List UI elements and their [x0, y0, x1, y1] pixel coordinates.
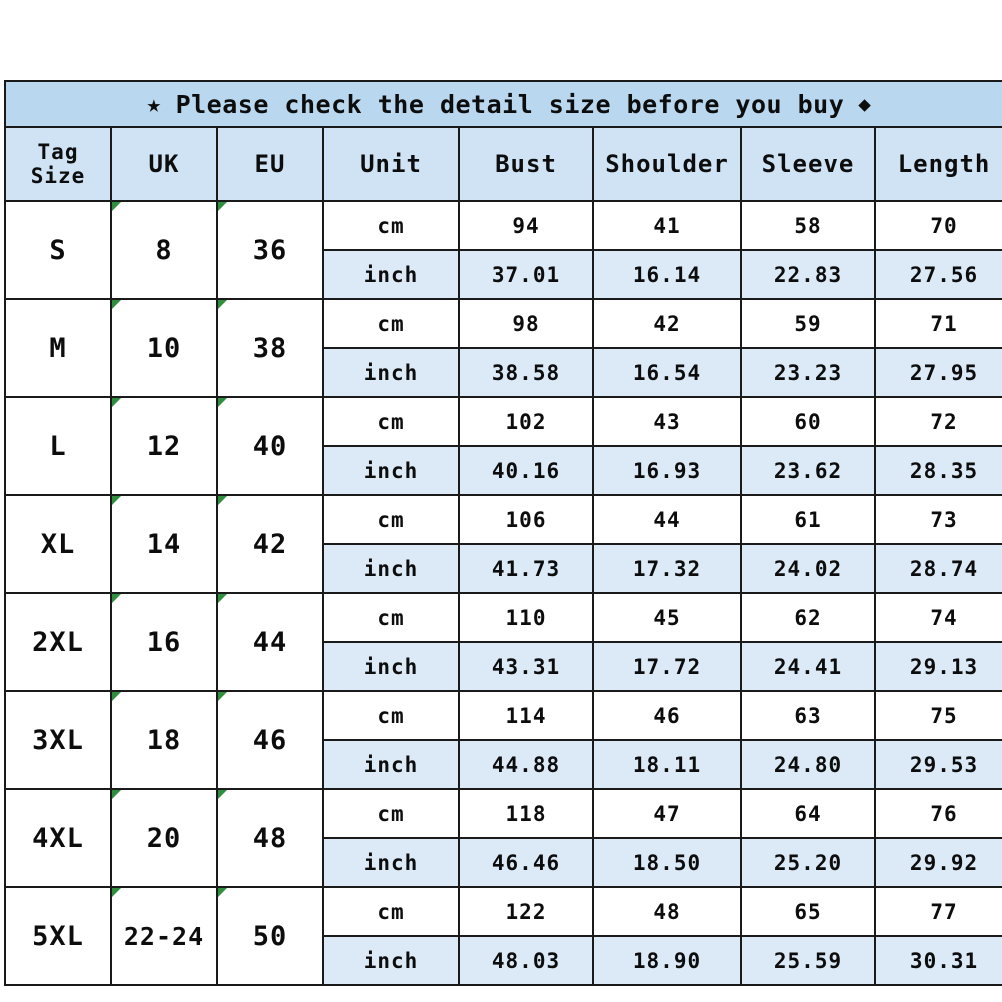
cell-sleeve-inch: 24.41 — [741, 642, 875, 691]
cell-bust-inch: 48.03 — [459, 936, 593, 985]
header-unit: Unit — [323, 127, 459, 201]
cell-tag-size: XL — [5, 495, 111, 593]
cell-length-inch: 28.74 — [875, 544, 1002, 593]
cell-shoulder-cm: 48 — [593, 887, 741, 936]
cell-sleeve-inch: 24.02 — [741, 544, 875, 593]
table-row — [5, 789, 1002, 838]
cell-shoulder-inch: 16.93 — [593, 446, 741, 495]
cell-length-inch: 29.53 — [875, 740, 1002, 789]
cell-shoulder-inch: 18.50 — [593, 838, 741, 887]
cell-bust-cm: 98 — [459, 299, 593, 348]
cell-bust-inch: 41.73 — [459, 544, 593, 593]
cell-bust-cm: 102 — [459, 397, 593, 446]
cell-sleeve-inch: 25.59 — [741, 936, 875, 985]
cell-uk: 14 — [111, 495, 217, 593]
cell-shoulder-inch: 18.11 — [593, 740, 741, 789]
cell-tag-size: L — [5, 397, 111, 495]
cell-tag-size: M — [5, 299, 111, 397]
cell-shoulder-inch: 16.14 — [593, 250, 741, 299]
cell-length-cm: 71 — [875, 299, 1002, 348]
cell-unit-cm: cm — [323, 887, 459, 936]
cell-sleeve-inch: 25.20 — [741, 838, 875, 887]
size-chart-table — [4, 80, 1002, 986]
cell-sleeve-cm: 61 — [741, 495, 875, 544]
cell-length-cm: 73 — [875, 495, 1002, 544]
banner-cell — [5, 81, 1002, 127]
cell-length-inch: 28.35 — [875, 446, 1002, 495]
header-length: Length — [875, 127, 1002, 201]
cell-bust-inch: 46.46 — [459, 838, 593, 887]
cell-shoulder-inch: 17.72 — [593, 642, 741, 691]
header-eu: EU — [217, 127, 323, 201]
cell-unit-cm: cm — [323, 397, 459, 446]
cell-length-cm: 75 — [875, 691, 1002, 740]
table-row — [5, 495, 1002, 544]
cell-eu: 38 — [217, 299, 323, 397]
cell-bust-cm: 106 — [459, 495, 593, 544]
banner-text: Please check the detail size before you buy — [175, 89, 845, 119]
header-sleeve: Sleeve — [741, 127, 875, 201]
cell-length-cm: 77 — [875, 887, 1002, 936]
cell-sleeve-inch: 23.62 — [741, 446, 875, 495]
table-row — [5, 691, 1002, 740]
cell-unit-cm: cm — [323, 299, 459, 348]
cell-shoulder-cm: 45 — [593, 593, 741, 642]
cell-length-cm: 72 — [875, 397, 1002, 446]
table-row — [5, 201, 1002, 250]
cell-unit-cm: cm — [323, 201, 459, 250]
cell-length-cm: 74 — [875, 593, 1002, 642]
cell-bust-cm: 110 — [459, 593, 593, 642]
star-icon: ★ — [146, 90, 162, 118]
cell-sleeve-inch: 23.23 — [741, 348, 875, 397]
diamond-icon: ◆ — [858, 92, 872, 116]
cell-unit-inch: inch — [323, 348, 459, 397]
cell-unit-inch: inch — [323, 446, 459, 495]
cell-eu: 42 — [217, 495, 323, 593]
cell-sleeve-cm: 63 — [741, 691, 875, 740]
cell-unit-cm: cm — [323, 789, 459, 838]
cell-uk: 18 — [111, 691, 217, 789]
header-tag-size — [5, 127, 111, 201]
table-row — [5, 593, 1002, 642]
cell-uk: 16 — [111, 593, 217, 691]
cell-sleeve-cm: 59 — [741, 299, 875, 348]
cell-length-cm: 76 — [875, 789, 1002, 838]
cell-shoulder-cm: 47 — [593, 789, 741, 838]
cell-unit-inch: inch — [323, 936, 459, 985]
cell-eu: 50 — [217, 887, 323, 985]
cell-uk: 12 — [111, 397, 217, 495]
cell-bust-inch: 43.31 — [459, 642, 593, 691]
cell-tag-size: 2XL — [5, 593, 111, 691]
cell-eu: 46 — [217, 691, 323, 789]
cell-sleeve-inch: 22.83 — [741, 250, 875, 299]
cell-unit-inch: inch — [323, 740, 459, 789]
cell-uk: 8 — [111, 201, 217, 299]
cell-eu: 36 — [217, 201, 323, 299]
cell-tag-size: 4XL — [5, 789, 111, 887]
cell-tag-size: S — [5, 201, 111, 299]
cell-shoulder-inch: 17.32 — [593, 544, 741, 593]
cell-shoulder-cm: 44 — [593, 495, 741, 544]
cell-sleeve-cm: 58 — [741, 201, 875, 250]
cell-shoulder-cm: 41 — [593, 201, 741, 250]
cell-length-inch: 29.13 — [875, 642, 1002, 691]
cell-shoulder-cm: 42 — [593, 299, 741, 348]
header-uk: UK — [111, 127, 217, 201]
cell-eu: 44 — [217, 593, 323, 691]
cell-shoulder-inch: 16.54 — [593, 348, 741, 397]
cell-bust-cm: 122 — [459, 887, 593, 936]
cell-unit-cm: cm — [323, 691, 459, 740]
table-row — [5, 299, 1002, 348]
cell-shoulder-cm: 43 — [593, 397, 741, 446]
cell-unit-inch: inch — [323, 250, 459, 299]
header-row — [5, 127, 1002, 201]
cell-uk: 10 — [111, 299, 217, 397]
size-chart-container — [4, 80, 998, 986]
cell-uk: 20 — [111, 789, 217, 887]
cell-bust-inch: 40.16 — [459, 446, 593, 495]
cell-bust-cm: 94 — [459, 201, 593, 250]
cell-unit-cm: cm — [323, 593, 459, 642]
cell-length-inch: 27.95 — [875, 348, 1002, 397]
cell-sleeve-inch: 24.80 — [741, 740, 875, 789]
cell-unit-cm: cm — [323, 495, 459, 544]
cell-bust-cm: 118 — [459, 789, 593, 838]
cell-unit-inch: inch — [323, 838, 459, 887]
cell-sleeve-cm: 64 — [741, 789, 875, 838]
cell-bust-inch: 38.58 — [459, 348, 593, 397]
cell-length-inch: 27.56 — [875, 250, 1002, 299]
cell-uk: 22-24 — [111, 887, 217, 985]
table-row — [5, 397, 1002, 446]
cell-eu: 40 — [217, 397, 323, 495]
cell-bust-inch: 37.01 — [459, 250, 593, 299]
cell-shoulder-inch: 18.90 — [593, 936, 741, 985]
cell-unit-inch: inch — [323, 544, 459, 593]
cell-bust-cm: 114 — [459, 691, 593, 740]
cell-unit-inch: inch — [323, 642, 459, 691]
cell-sleeve-cm: 62 — [741, 593, 875, 642]
cell-sleeve-cm: 65 — [741, 887, 875, 936]
table-row — [5, 887, 1002, 936]
cell-length-inch: 29.92 — [875, 838, 1002, 887]
cell-eu: 48 — [217, 789, 323, 887]
cell-bust-inch: 44.88 — [459, 740, 593, 789]
cell-length-inch: 30.31 — [875, 936, 1002, 985]
header-tag-line2: Size — [30, 164, 86, 188]
header-bust: Bust — [459, 127, 593, 201]
cell-length-cm: 70 — [875, 201, 1002, 250]
cell-tag-size: 3XL — [5, 691, 111, 789]
header-tag-line1: Tag — [37, 139, 79, 164]
cell-tag-size: 5XL — [5, 887, 111, 985]
banner-row — [5, 81, 1002, 127]
header-shoulder: Shoulder — [593, 127, 741, 201]
cell-shoulder-cm: 46 — [593, 691, 741, 740]
cell-sleeve-cm: 60 — [741, 397, 875, 446]
